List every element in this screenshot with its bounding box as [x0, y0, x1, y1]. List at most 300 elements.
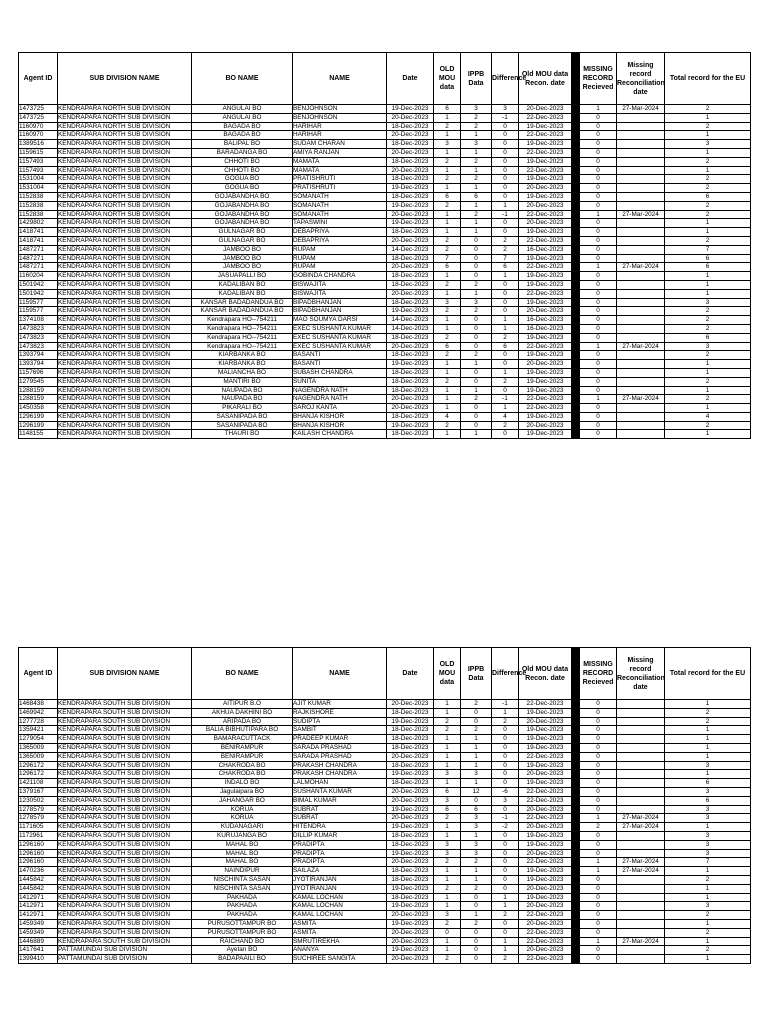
cell-recon-date: 19-Dec-2023: [519, 272, 572, 281]
cell-missing-received: 0: [580, 875, 617, 884]
cell-ippb: 3: [461, 298, 492, 307]
table-row: [19, 404, 751, 413]
cell-date: 18-Dec-2023: [387, 192, 434, 201]
black-divider-cell: [572, 131, 580, 140]
cell-recon-date: 19-Dec-2023: [519, 122, 572, 131]
col-total-record: Total record for the EU: [665, 648, 751, 700]
cell-difference: 0: [492, 761, 519, 770]
cell-agent-name: SAROJ KANTA: [293, 404, 387, 413]
cell-missing-recon-date: 27-Mar-2024: [617, 814, 665, 823]
cell-missing-received: 0: [580, 351, 617, 360]
cell-agent-id: 1470236: [19, 867, 58, 876]
cell-ippb: 2: [461, 726, 492, 735]
cell-bo-name: Kendrapara HO--754211: [192, 342, 293, 351]
cell-missing-received: 1: [580, 342, 617, 351]
cell-ippb: 1: [461, 166, 492, 175]
cell-old-mou: 6: [434, 192, 461, 201]
table-row: [19, 875, 751, 884]
cell-date: 18-Dec-2023: [387, 412, 434, 421]
header-row: [19, 648, 751, 700]
black-divider-cell: [572, 342, 580, 351]
black-divider-cell: [572, 840, 580, 849]
cell-bo-name: PAKHADA: [192, 902, 293, 911]
cell-missing-received: 0: [580, 412, 617, 421]
cell-agent-id: 1278579: [19, 814, 58, 823]
black-divider-cell: [572, 404, 580, 413]
col-old-mou-data: OLD MOU data: [434, 53, 461, 105]
cell-old-mou: 1: [434, 430, 461, 439]
cell-total-record: 1: [665, 166, 751, 175]
cell-agent-id: 1365009: [19, 752, 58, 761]
cell-date: 18-Dec-2023: [387, 831, 434, 840]
cell-total-record: 1: [665, 430, 751, 439]
cell-total-record: 2: [665, 911, 751, 920]
cell-difference: -1: [492, 395, 519, 404]
cell-agent-name: SOMANATH: [293, 192, 387, 201]
cell-total-record: 1: [665, 148, 751, 157]
cell-missing-recon-date: [617, 307, 665, 316]
cell-ippb: 1: [461, 752, 492, 761]
cell-bo-name: SASANIPADA BO: [192, 421, 293, 430]
cell-missing-recon-date: [617, 946, 665, 955]
cell-ippb: 1: [461, 743, 492, 752]
cell-old-mou: 1: [434, 752, 461, 761]
cell-total-record: 2: [665, 122, 751, 131]
cell-agent-name: PRATISHRUTI: [293, 175, 387, 184]
col-old-mou-recon-date: Old MOU data Recon. date: [519, 53, 572, 105]
cell-sub-division: KENDRAPARA NORTH SUB DIVISION: [58, 157, 192, 166]
cell-missing-received: 0: [580, 946, 617, 955]
cell-old-mou: 1: [434, 289, 461, 298]
black-divider-cell: [572, 105, 580, 114]
cell-missing-received: 0: [580, 430, 617, 439]
cell-difference: 2: [492, 245, 519, 254]
cell-recon-date: 22-Dec-2023: [519, 911, 572, 920]
cell-recon-date: 22-Dec-2023: [519, 928, 572, 937]
cell-missing-received: 0: [580, 787, 617, 796]
cell-sub-division: KENDRAPARA SOUTH SUB DIVISION: [58, 928, 192, 937]
cell-date: 18-Dec-2023: [387, 735, 434, 744]
cell-missing-received: 0: [580, 735, 617, 744]
black-divider-cell: [572, 333, 580, 342]
cell-total-record: 4: [665, 412, 751, 421]
cell-date: 20-Dec-2023: [387, 937, 434, 946]
table-row: [19, 700, 751, 709]
cell-date: 20-Dec-2023: [387, 236, 434, 245]
black-divider-cell: [572, 717, 580, 726]
cell-bo-name: KUDANAGARI: [192, 823, 293, 832]
cell-difference: 0: [492, 289, 519, 298]
cell-ippb: 0: [461, 236, 492, 245]
cell-missing-recon-date: 27-Mar-2024: [617, 937, 665, 946]
cell-agent-name: SAMBIT: [293, 726, 387, 735]
cell-agent-name: BISWAJITA: [293, 289, 387, 298]
cell-sub-division: KENDRAPARA NORTH SUB DIVISION: [58, 395, 192, 404]
black-divider-cell: [572, 823, 580, 832]
black-divider-cell: [572, 849, 580, 858]
cell-agent-id: 1230502: [19, 796, 58, 805]
cell-agent-id: 1468438: [19, 700, 58, 709]
cell-bo-name: MANTIRI BO: [192, 377, 293, 386]
cell-old-mou: 1: [434, 823, 461, 832]
cell-sub-division: KENDRAPARA SOUTH SUB DIVISION: [58, 867, 192, 876]
cell-missing-received: 0: [580, 377, 617, 386]
cell-missing-recon-date: [617, 272, 665, 281]
cell-agent-id: 1157493: [19, 157, 58, 166]
cell-agent-name: MAO SOUMYA DARSI: [293, 316, 387, 325]
cell-missing-received: 0: [580, 386, 617, 395]
black-divider-cell: [572, 946, 580, 955]
cell-bo-name: BENIRAMPUR: [192, 743, 293, 752]
cell-missing-recon-date: [617, 902, 665, 911]
cell-difference: 1: [492, 708, 519, 717]
cell-date: 18-Dec-2023: [387, 726, 434, 735]
cell-bo-name: BALIA BIBHUTIPARA BO: [192, 726, 293, 735]
cell-total-record: 1: [665, 404, 751, 413]
cell-bo-name: Kendrapara HO--754211: [192, 333, 293, 342]
cell-recon-date: 22-Dec-2023: [519, 858, 572, 867]
cell-ippb: 2: [461, 157, 492, 166]
cell-missing-recon-date: [617, 236, 665, 245]
cell-missing-received: 0: [580, 796, 617, 805]
table-row: [19, 805, 751, 814]
cell-date: 18-Dec-2023: [387, 228, 434, 237]
cell-total-record: 2: [665, 175, 751, 184]
table-row: [19, 377, 751, 386]
cell-date: 18-Dec-2023: [387, 122, 434, 131]
cell-date: 20-Dec-2023: [387, 858, 434, 867]
cell-bo-name: NAUPADA BO: [192, 386, 293, 395]
cell-difference: 0: [492, 131, 519, 140]
cell-recon-date: 19-Dec-2023: [519, 175, 572, 184]
cell-missing-recon-date: [617, 148, 665, 157]
cell-old-mou: 2: [434, 122, 461, 131]
cell-agent-id: 1296172: [19, 761, 58, 770]
cell-agent-name: PRAKASH CHANDRA: [293, 770, 387, 779]
cell-sub-division: KENDRAPARA SOUTH SUB DIVISION: [58, 805, 192, 814]
cell-recon-date: 22-Dec-2023: [519, 236, 572, 245]
cell-old-mou: 2: [434, 351, 461, 360]
black-divider-cell: [572, 805, 580, 814]
cell-agent-name: KAMAL LOCHAN: [293, 893, 387, 902]
black-divider-cell: [572, 298, 580, 307]
cell-difference: 1: [492, 902, 519, 911]
black-divider-cell: [572, 175, 580, 184]
cell-difference: 1: [492, 272, 519, 281]
cell-recon-date: 22-Dec-2023: [519, 404, 572, 413]
table-row: [19, 175, 751, 184]
cell-total-record: 1: [665, 386, 751, 395]
cell-recon-date: 20-Dec-2023: [519, 307, 572, 316]
cell-ippb: 0: [461, 245, 492, 254]
cell-missing-recon-date: [617, 351, 665, 360]
cell-agent-id: 1399410: [19, 955, 58, 964]
cell-agent-id: 1393794: [19, 360, 58, 369]
cell-date: 20-Dec-2023: [387, 796, 434, 805]
table-row: [19, 421, 751, 430]
cell-missing-recon-date: [617, 849, 665, 858]
cell-old-mou: 1: [434, 875, 461, 884]
cell-agent-name: ASMITA: [293, 928, 387, 937]
cell-recon-date: 19-Dec-2023: [519, 761, 572, 770]
table-row: [19, 823, 751, 832]
cell-missing-recon-date: [617, 386, 665, 395]
table-row: [19, 105, 751, 114]
cell-ippb: 0: [461, 377, 492, 386]
cell-difference: 1: [492, 404, 519, 413]
cell-bo-name: RAICHAND BO: [192, 937, 293, 946]
table-row: [19, 395, 751, 404]
cell-ippb: 0: [461, 342, 492, 351]
table-row: [19, 902, 751, 911]
table-row: [19, 893, 751, 902]
cell-old-mou: 1: [434, 386, 461, 395]
cell-old-mou: 1: [434, 779, 461, 788]
cell-bo-name: BALIPAL BO: [192, 140, 293, 149]
col-missing-record-reconciliation-date: Missing record Reconciliation date: [617, 648, 665, 700]
cell-agent-name: SUBRAT: [293, 805, 387, 814]
cell-missing-received: 1: [580, 210, 617, 219]
cell-old-mou: 1: [434, 893, 461, 902]
cell-missing-recon-date: [617, 157, 665, 166]
cell-date: 14-Dec-2023: [387, 316, 434, 325]
cell-difference: -1: [492, 700, 519, 709]
cell-missing-received: 0: [580, 840, 617, 849]
black-divider-cell: [572, 875, 580, 884]
cell-old-mou: 2: [434, 884, 461, 893]
cell-total-record: 2: [665, 324, 751, 333]
black-divider-cell: [572, 955, 580, 964]
cell-recon-date: 20-Dec-2023: [519, 360, 572, 369]
cell-bo-name: SASANIPADA BO: [192, 412, 293, 421]
cell-total-record: 1: [665, 360, 751, 369]
cell-ippb: 0: [461, 368, 492, 377]
cell-ippb: 1: [461, 148, 492, 157]
table-row: [19, 210, 751, 219]
cell-agent-id: 1296160: [19, 858, 58, 867]
cell-ippb: 0: [461, 333, 492, 342]
cell-old-mou: 2: [434, 201, 461, 210]
cell-ippb: 3: [461, 849, 492, 858]
cell-sub-division: KENDRAPARA NORTH SUB DIVISION: [58, 351, 192, 360]
cell-difference: 7: [492, 254, 519, 263]
table-row: [19, 787, 751, 796]
cell-agent-id: 1279545: [19, 377, 58, 386]
black-divider-cell: [572, 236, 580, 245]
cell-total-record: 3: [665, 805, 751, 814]
cell-date: 19-Dec-2023: [387, 884, 434, 893]
cell-sub-division: KENDRAPARA NORTH SUB DIVISION: [58, 324, 192, 333]
cell-date: 20-Dec-2023: [387, 166, 434, 175]
cell-recon-date: 20-Dec-2023: [519, 823, 572, 832]
cell-difference: 0: [492, 175, 519, 184]
table-row: [19, 263, 751, 272]
cell-old-mou: 1: [434, 395, 461, 404]
cell-date: 18-Dec-2023: [387, 254, 434, 263]
cell-agent-name: SUDIPTA: [293, 717, 387, 726]
black-divider-cell: [572, 787, 580, 796]
cell-agent-id: 1473725: [19, 105, 58, 114]
cell-sub-division: KENDRAPARA SOUTH SUB DIVISION: [58, 770, 192, 779]
cell-total-record: 1: [665, 113, 751, 122]
cell-date: 20-Dec-2023: [387, 700, 434, 709]
cell-agent-id: 1450358: [19, 404, 58, 413]
cell-sub-division: KENDRAPARA SOUTH SUB DIVISION: [58, 743, 192, 752]
cell-missing-recon-date: [617, 884, 665, 893]
cell-total-record: 3: [665, 831, 751, 840]
cell-bo-name: GOJABANDHA BO: [192, 219, 293, 228]
cell-ippb: 1: [461, 289, 492, 298]
cell-date: 19-Dec-2023: [387, 105, 434, 114]
cell-sub-division: KENDRAPARA NORTH SUB DIVISION: [58, 316, 192, 325]
cell-ippb: 2: [461, 700, 492, 709]
cell-missing-received: 0: [580, 928, 617, 937]
cell-total-record: 2: [665, 717, 751, 726]
table-row: [19, 184, 751, 193]
cell-missing-received: 0: [580, 307, 617, 316]
cell-date: 19-Dec-2023: [387, 805, 434, 814]
cell-sub-division: KENDRAPARA NORTH SUB DIVISION: [58, 236, 192, 245]
cell-recon-date: 22-Dec-2023: [519, 395, 572, 404]
cell-total-record: 6: [665, 779, 751, 788]
black-divider-cell: [572, 157, 580, 166]
cell-recon-date: 16-Dec-2023: [519, 324, 572, 333]
table-row: [19, 814, 751, 823]
cell-ippb: 1: [461, 219, 492, 228]
cell-missing-received: 0: [580, 184, 617, 193]
table-row: [19, 351, 751, 360]
black-divider-cell: [572, 122, 580, 131]
cell-missing-recon-date: [617, 840, 665, 849]
cell-agent-id: 1531004: [19, 175, 58, 184]
cell-agent-id: 1446889: [19, 937, 58, 946]
cell-old-mou: 6: [434, 805, 461, 814]
cell-missing-recon-date: 27-Mar-2024: [617, 823, 665, 832]
cell-agent-name: SUNITA: [293, 377, 387, 386]
table-row: [19, 779, 751, 788]
cell-agent-id: 1160970: [19, 131, 58, 140]
cell-bo-name: GOJABANDHA BO: [192, 201, 293, 210]
cell-ippb: 0: [461, 404, 492, 413]
cell-bo-name: MAHAL BO: [192, 849, 293, 858]
cell-date: 18-Dec-2023: [387, 867, 434, 876]
cell-agent-id: 1531004: [19, 184, 58, 193]
col-sub-division-name: SUB DIVISION NAME: [58, 648, 192, 700]
cell-total-record: 1: [665, 937, 751, 946]
cell-agent-id: 1501942: [19, 289, 58, 298]
black-divider-cell: [572, 928, 580, 937]
cell-date: 14-Dec-2023: [387, 324, 434, 333]
black-divider-cell: [572, 752, 580, 761]
cell-old-mou: 6: [434, 263, 461, 272]
cell-recon-date: 20-Dec-2023: [519, 946, 572, 955]
cell-old-mou: 1: [434, 316, 461, 325]
cell-recon-date: 20-Dec-2023: [519, 219, 572, 228]
cell-bo-name: CHAKRODA BO: [192, 761, 293, 770]
cell-total-record: 2: [665, 316, 751, 325]
cell-missing-received: 0: [580, 831, 617, 840]
cell-agent-id: 1359421: [19, 726, 58, 735]
cell-agent-id: 1160204: [19, 272, 58, 281]
cell-ippb: 2: [461, 884, 492, 893]
cell-difference: 2: [492, 911, 519, 920]
cell-agent-name: EXEC SUSHANTA KUMAR: [293, 333, 387, 342]
cell-difference: -2: [492, 823, 519, 832]
cell-agent-name: PRADIPTA: [293, 858, 387, 867]
cell-recon-date: 19-Dec-2023: [519, 743, 572, 752]
cell-sub-division: KENDRAPARA SOUTH SUB DIVISION: [58, 823, 192, 832]
cell-old-mou: 3: [434, 770, 461, 779]
cell-missing-received: 0: [580, 175, 617, 184]
cell-bo-name: KADALIBAN BO: [192, 280, 293, 289]
cell-missing-received: 0: [580, 805, 617, 814]
cell-missing-received: 0: [580, 148, 617, 157]
cell-old-mou: 1: [434, 210, 461, 219]
cell-difference: 0: [492, 779, 519, 788]
cell-sub-division: KENDRAPARA SOUTH SUB DIVISION: [58, 700, 192, 709]
cell-total-record: 2: [665, 395, 751, 404]
cell-old-mou: 3: [434, 849, 461, 858]
cell-bo-name: MAHAL BO: [192, 840, 293, 849]
cell-ippb: 0: [461, 421, 492, 430]
cell-ippb: 0: [461, 263, 492, 272]
table-row: [19, 928, 751, 937]
cell-total-record: 3: [665, 814, 751, 823]
cell-bo-name: JAHANGAR BO: [192, 796, 293, 805]
cell-agent-id: 1277728: [19, 717, 58, 726]
cell-recon-date: 22-Dec-2023: [519, 289, 572, 298]
cell-sub-division: KENDRAPARA NORTH SUB DIVISION: [58, 412, 192, 421]
cell-missing-received: 0: [580, 849, 617, 858]
cell-bo-name: KANSAR BADADANDUA BO: [192, 298, 293, 307]
cell-recon-date: 19-Dec-2023: [519, 875, 572, 884]
cell-date: 14-Dec-2023: [387, 245, 434, 254]
cell-old-mou: 1: [434, 761, 461, 770]
black-divider-cell: [572, 148, 580, 157]
table-body: [19, 700, 751, 964]
cell-agent-name: BENJOHNSON: [293, 113, 387, 122]
cell-agent-id: 1279054: [19, 735, 58, 744]
cell-agent-name: PRADIPTA: [293, 840, 387, 849]
cell-date: 19-Dec-2023: [387, 919, 434, 928]
cell-old-mou: 1: [434, 700, 461, 709]
cell-missing-received: 1: [580, 814, 617, 823]
cell-recon-date: 19-Dec-2023: [519, 333, 572, 342]
cell-total-record: 1: [665, 368, 751, 377]
cell-recon-date: 20-Dec-2023: [519, 849, 572, 858]
cell-bo-name: GOGUA BO: [192, 184, 293, 193]
cell-recon-date: 19-Dec-2023: [519, 726, 572, 735]
table-row: [19, 166, 751, 175]
cell-difference: 0: [492, 849, 519, 858]
cell-date: 20-Dec-2023: [387, 131, 434, 140]
cell-missing-recon-date: 27-Mar-2024: [617, 342, 665, 351]
table-row: [19, 333, 751, 342]
cell-old-mou: 6: [434, 105, 461, 114]
black-divider-cell: [572, 254, 580, 263]
cell-date: 20-Dec-2023: [387, 113, 434, 122]
cell-old-mou: 1: [434, 148, 461, 157]
cell-sub-division: KENDRAPARA SOUTH SUB DIVISION: [58, 726, 192, 735]
cell-total-record: 1: [665, 919, 751, 928]
table-row: [19, 342, 751, 351]
cell-missing-received: 0: [580, 131, 617, 140]
cell-sub-division: KENDRAPARA SOUTH SUB DIVISION: [58, 919, 192, 928]
cell-sub-division: KENDRAPARA SOUTH SUB DIVISION: [58, 752, 192, 761]
col-name: NAME: [293, 648, 387, 700]
black-divider-cell: [572, 796, 580, 805]
cell-missing-recon-date: 27-Mar-2024: [617, 263, 665, 272]
